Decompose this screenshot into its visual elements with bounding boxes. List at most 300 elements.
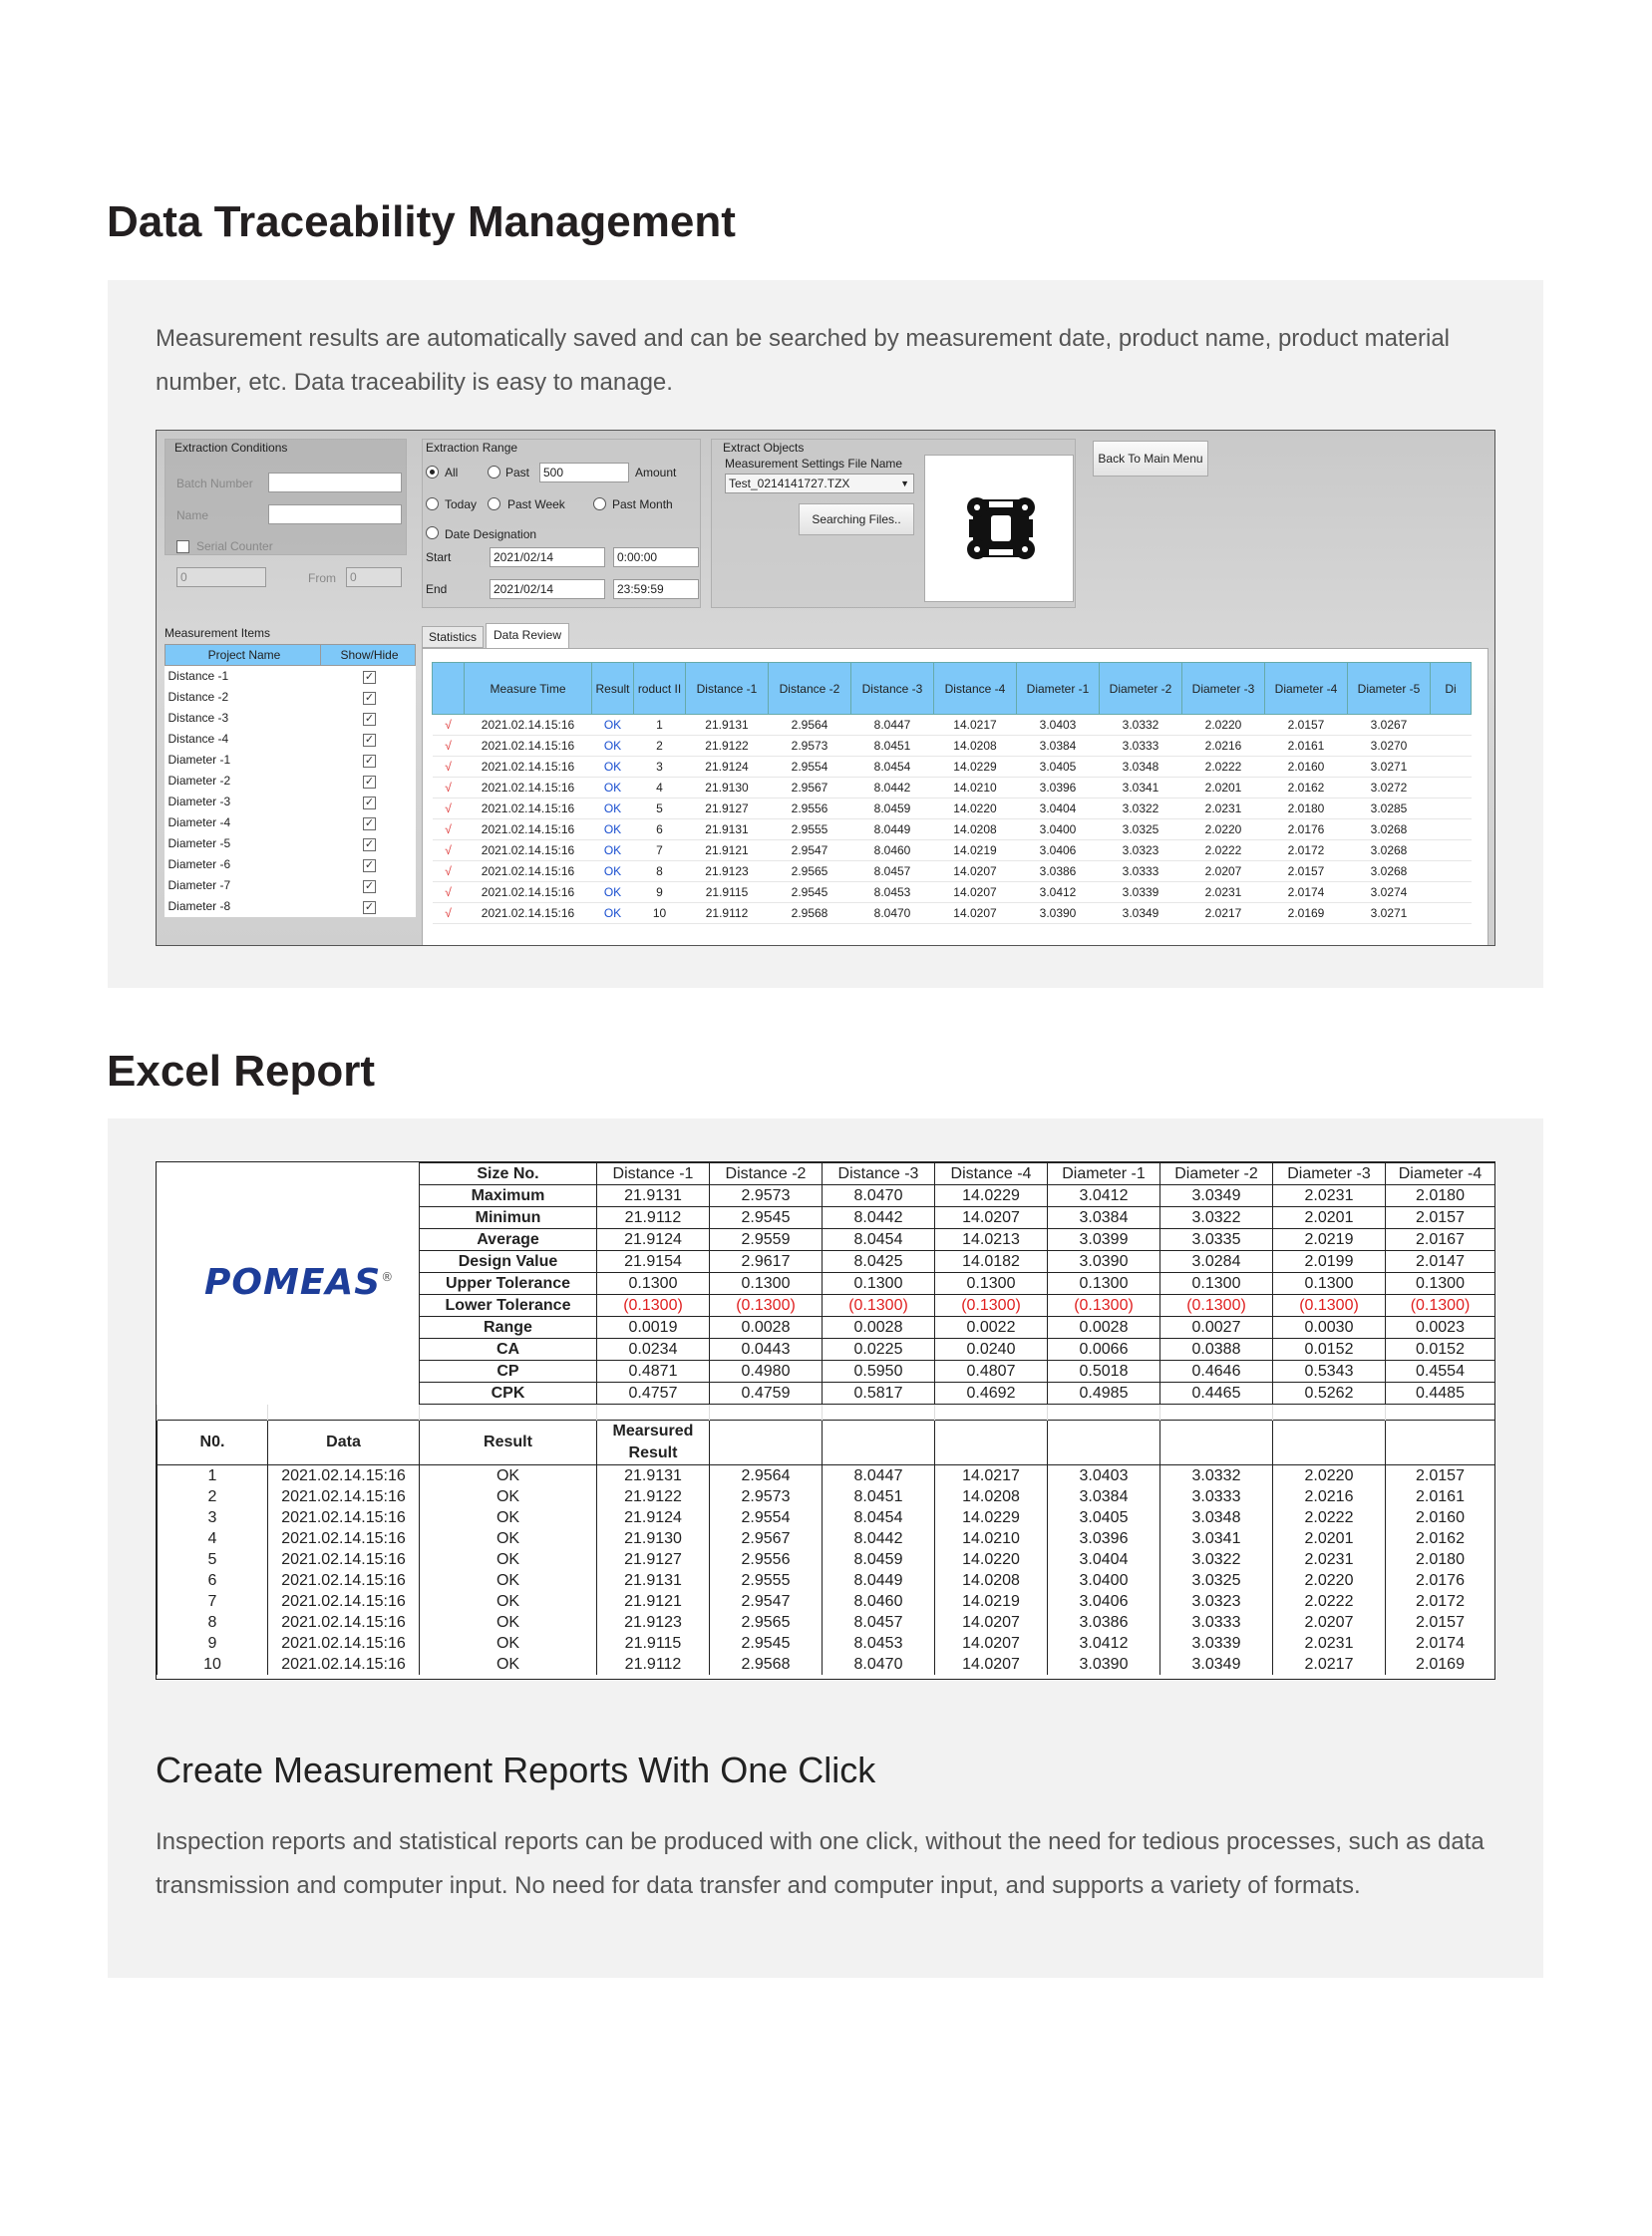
item-show-cell — [321, 666, 416, 687]
grid-cell-empty — [1431, 736, 1472, 757]
excel-stat-cell: Lower Tolerance — [420, 1295, 597, 1317]
excel-stat-cell: (0.1300) — [823, 1295, 935, 1317]
excel-data-cell: 8.0460 — [823, 1591, 935, 1612]
excel-stat-cell: 3.0349 — [1160, 1185, 1273, 1207]
excel-data-cell: 2 — [158, 1486, 268, 1507]
grid-cell: 2021.02.14.15:16 — [465, 799, 592, 819]
items-row — [165, 875, 416, 896]
excel-data-header-row — [158, 1421, 1495, 1465]
excel-empty-cell — [710, 1421, 823, 1465]
excel-stat-cell: (0.1300) — [1160, 1295, 1273, 1317]
extract-objects-title: Extract Objects — [723, 441, 805, 455]
item-show-checkbox[interactable]: ✓ — [364, 670, 375, 683]
excel-data-cell: 2.9567 — [710, 1528, 823, 1549]
grid-cell: 3.0274 — [1348, 882, 1431, 903]
grid-cell: 3.0325 — [1100, 819, 1182, 840]
excel-stat-cell: 0.4465 — [1160, 1383, 1273, 1405]
grid-cell-empty — [1431, 715, 1472, 736]
excel-data-cell: 3.0412 — [1048, 1633, 1160, 1654]
excel-data-cell: 2.0180 — [1386, 1549, 1495, 1570]
extraction-conditions-group — [165, 439, 407, 555]
excel-empty-cell — [710, 1405, 823, 1421]
grid-cell: 8.0447 — [851, 715, 934, 736]
grid-cell: 2.9547 — [769, 840, 851, 861]
start-label: Start — [426, 550, 452, 564]
grid-cell: 2021.02.14.15:16 — [465, 778, 592, 799]
grid-cell: OK — [592, 840, 634, 861]
start-time-input[interactable]: 0:00:00 — [613, 547, 699, 567]
excel-empty-cell — [158, 1405, 268, 1421]
excel-stat-cell: 14.0207 — [935, 1207, 1048, 1229]
excel-data-cell: 2021.02.14.15:16 — [268, 1465, 420, 1486]
grid-cell: √ — [433, 736, 465, 757]
name-input[interactable] — [268, 504, 402, 524]
serial-counter-label: Serial Counter — [196, 539, 273, 553]
grid-cell: OK — [592, 882, 634, 903]
excel-stat-cell: 3.0384 — [1048, 1207, 1160, 1229]
grid-row — [433, 819, 1472, 840]
grid-cell: 14.0207 — [934, 882, 1017, 903]
excel-data-cell: OK — [420, 1486, 597, 1507]
excel-stat-cell: 2.0147 — [1386, 1251, 1495, 1273]
grid-cell-empty — [1431, 757, 1472, 778]
part-shape-icon — [925, 456, 1075, 603]
back-to-main-menu-button[interactable]: Back To Main Menu — [1093, 441, 1208, 477]
excel-logo-cell — [268, 1273, 420, 1295]
item-show-cell — [321, 729, 416, 750]
excel-stat-cell: 21.9124 — [597, 1229, 710, 1251]
item-show-checkbox[interactable]: ✓ — [364, 796, 375, 808]
excel-data-cell: 14.0210 — [935, 1528, 1048, 1549]
grid-cell: 2.0162 — [1265, 778, 1348, 799]
excel-stat-cell: 0.0027 — [1160, 1317, 1273, 1339]
excel-data-cell: OK — [420, 1570, 597, 1591]
part-preview — [924, 455, 1074, 602]
excel-stat-cell: 3.0390 — [1048, 1251, 1160, 1273]
excel-data-cell: 14.0208 — [935, 1570, 1048, 1591]
grid-cell: 2.0180 — [1265, 799, 1348, 819]
excel-data-cell: 2.0222 — [1273, 1507, 1386, 1528]
excel-stat-cell: 0.0030 — [1273, 1317, 1386, 1339]
item-name: Distance -1 — [167, 669, 229, 684]
excel-data-cell: 3.0323 — [1160, 1591, 1273, 1612]
excel-data-header: Data — [268, 1421, 420, 1465]
excel-data-cell: 2.9554 — [710, 1507, 823, 1528]
excel-stat-cell: 0.4692 — [935, 1383, 1048, 1405]
grid-cell: 3.0268 — [1348, 819, 1431, 840]
grid-cell: 2.0231 — [1182, 882, 1265, 903]
excel-data-row — [158, 1654, 1495, 1675]
grid-cell: 2.9573 — [769, 736, 851, 757]
serial-counter-checkbox[interactable] — [176, 540, 189, 553]
excel-stat-cell: 2.0219 — [1273, 1229, 1386, 1251]
excel-stats-row — [158, 1361, 1495, 1383]
excel-stat-cell: 2.0199 — [1273, 1251, 1386, 1273]
excel-logo-cell — [268, 1251, 420, 1273]
excel-data-row — [158, 1549, 1495, 1570]
excel-stat-cell: 2.9573 — [710, 1185, 823, 1207]
section-heading-excel: Excel Report — [107, 1047, 375, 1096]
excel-data-cell: 3.0333 — [1160, 1486, 1273, 1507]
grid-cell: 2.0174 — [1265, 882, 1348, 903]
excel-data-cell: 8.0449 — [823, 1570, 935, 1591]
excel-stat-cell: Range — [420, 1317, 597, 1339]
excel-data-cell: 2.9565 — [710, 1612, 823, 1633]
excel-data-cell: 2.0176 — [1386, 1570, 1495, 1591]
grid-header-cell: Di — [1431, 663, 1472, 715]
excel-data-cell: 2.0162 — [1386, 1528, 1495, 1549]
excel-data-cell: 2.0157 — [1386, 1465, 1495, 1486]
radio-past[interactable] — [488, 466, 500, 479]
excel-data-header: Mearsured Result — [597, 1421, 710, 1465]
grid-cell: 10 — [634, 903, 686, 924]
excel-empty-cell — [420, 1405, 597, 1421]
grid-header-cell: Result — [592, 663, 634, 715]
excel-data-cell: 2021.02.14.15:16 — [268, 1591, 420, 1612]
excel-stat-cell: 0.5817 — [823, 1383, 935, 1405]
excel-data-cell: OK — [420, 1549, 597, 1570]
excel-logo-cell — [268, 1383, 420, 1405]
excel-logo-cell — [158, 1383, 268, 1405]
excel-stat-cell: 0.0225 — [823, 1339, 935, 1361]
past-amount-input[interactable]: 500 — [539, 463, 629, 482]
item-show-checkbox[interactable]: ✓ — [364, 858, 375, 871]
excel-stat-cell: 8.0470 — [823, 1185, 935, 1207]
end-date-input[interactable]: 2021/02/14 — [490, 579, 605, 599]
excel-data-cell: 14.0207 — [935, 1612, 1048, 1633]
excel-data-cell: 14.0220 — [935, 1549, 1048, 1570]
traceability-description: Measurement results are automatically saved and can be searched by measurement date, product name, product material number, etc. Data traceability is easy to manage. — [156, 325, 1451, 396]
excel-empty-cell — [1048, 1405, 1160, 1421]
excel-stat-cell: (0.1300) — [1048, 1295, 1160, 1317]
item-show-cell — [321, 750, 416, 771]
grid-cell: 2.0172 — [1265, 840, 1348, 861]
grid-cell: 2.9568 — [769, 903, 851, 924]
excel-stat-cell: 0.1300 — [1160, 1273, 1273, 1295]
excel-stat-cell: 0.0152 — [1273, 1339, 1386, 1361]
excel-stat-cell: 0.4554 — [1386, 1361, 1495, 1383]
item-show-cell — [321, 792, 416, 812]
item-show-checkbox[interactable]: ✓ — [364, 754, 375, 767]
grid-cell: 14.0208 — [934, 736, 1017, 757]
excel-data-cell: 8.0459 — [823, 1549, 935, 1570]
excel-logo-cell — [158, 1185, 268, 1207]
radio-date-designation[interactable] — [426, 526, 439, 539]
item-show-checkbox[interactable]: ✓ — [364, 837, 375, 850]
grid-cell: 2021.02.14.15:16 — [465, 715, 592, 736]
excel-data-cell: 21.9130 — [597, 1528, 710, 1549]
grid-cell: √ — [433, 819, 465, 840]
grid-cell: 2021.02.14.15:16 — [465, 736, 592, 757]
excel-stats-row — [158, 1251, 1495, 1273]
grid-cell: 3.0403 — [1017, 715, 1100, 736]
grid-header-cell: Diameter -3 — [1182, 663, 1265, 715]
grid-cell: 8.0454 — [851, 757, 934, 778]
excel-data-cell: 3.0332 — [1160, 1465, 1273, 1486]
excel-data-cell: 2.0231 — [1273, 1633, 1386, 1654]
excel-stat-cell: CPK — [420, 1383, 597, 1405]
excel-data-cell: 2021.02.14.15:16 — [268, 1528, 420, 1549]
grid-cell: 14.0207 — [934, 903, 1017, 924]
excel-data-cell: 2021.02.14.15:16 — [268, 1486, 420, 1507]
excel-stat-cell: 3.0335 — [1160, 1229, 1273, 1251]
excel-data-cell: 2021.02.14.15:16 — [268, 1612, 420, 1633]
grid-cell: 2.9556 — [769, 799, 851, 819]
grid-row — [433, 715, 1472, 736]
excel-data-cell: 3.0390 — [1048, 1654, 1160, 1675]
item-show-cell — [321, 896, 416, 917]
grid-cell: 3.0405 — [1017, 757, 1100, 778]
grid-cell: 14.0229 — [934, 757, 1017, 778]
end-label: End — [426, 582, 448, 596]
grid-cell: √ — [433, 861, 465, 882]
searching-files-button[interactable]: Searching Files.. — [799, 503, 914, 535]
excel-stat-cell: Upper Tolerance — [420, 1273, 597, 1295]
excel-empty-cell — [1386, 1421, 1495, 1465]
serial-counter-input[interactable]: 0 — [176, 567, 266, 587]
grid-cell: 3.0323 — [1100, 840, 1182, 861]
excel-stat-cell: 0.1300 — [1273, 1273, 1386, 1295]
item-show-checkbox[interactable]: ✓ — [364, 900, 375, 913]
item-show-checkbox[interactable]: ✓ — [364, 712, 375, 725]
item-show-checkbox[interactable]: ✓ — [364, 879, 375, 892]
start-date-input[interactable]: 2021/02/14 — [490, 547, 605, 567]
logo-registered-mark: ® — [381, 1270, 395, 1284]
excel-stat-cell: 0.4485 — [1386, 1383, 1495, 1405]
tab-statistics[interactable]: Statistics — [422, 626, 484, 648]
excel-data-row — [158, 1486, 1495, 1507]
excel-data-header: N0. — [158, 1421, 268, 1465]
end-time-input[interactable]: 23:59:59 — [613, 579, 699, 599]
excel-stat-cell: 0.4985 — [1048, 1383, 1160, 1405]
excel-stat-cell: 0.0028 — [1048, 1317, 1160, 1339]
radio-today[interactable] — [426, 497, 439, 510]
data-review-grid — [432, 662, 1472, 924]
radio-past-week[interactable] — [488, 497, 500, 510]
excel-data-cell: 3.0348 — [1160, 1507, 1273, 1528]
grid-cell: OK — [592, 736, 634, 757]
grid-cell: 14.0217 — [934, 715, 1017, 736]
excel-stat-cell: 14.0229 — [935, 1185, 1048, 1207]
excel-stat-cell: 0.4871 — [597, 1361, 710, 1383]
grid-cell: 8.0459 — [851, 799, 934, 819]
excel-empty-cell — [935, 1421, 1048, 1465]
item-name: Diameter -7 — [167, 878, 231, 892]
excel-data-cell: 3.0404 — [1048, 1549, 1160, 1570]
excel-data-cell: 8.0442 — [823, 1528, 935, 1549]
grid-header-cell: Distance -4 — [934, 663, 1017, 715]
grid-cell: 8.0457 — [851, 861, 934, 882]
items-row — [165, 771, 416, 792]
excel-logo-cell — [268, 1163, 420, 1185]
measurement-items-table — [165, 644, 416, 917]
excel-data-cell: 2.0220 — [1273, 1465, 1386, 1486]
batch-number-input[interactable] — [268, 473, 402, 492]
items-row — [165, 729, 416, 750]
excel-data-cell: 6 — [158, 1570, 268, 1591]
settings-file-select[interactable] — [725, 474, 914, 493]
excel-logo-cell — [158, 1163, 268, 1185]
excel-data-cell: 2.0216 — [1273, 1486, 1386, 1507]
radio-all-label: All — [445, 466, 459, 479]
grid-cell: √ — [433, 757, 465, 778]
excel-empty-cell — [823, 1405, 935, 1421]
grid-cell: 21.9115 — [686, 882, 769, 903]
items-row — [165, 812, 416, 833]
grid-cell: 2.9545 — [769, 882, 851, 903]
grid-cell: 2021.02.14.15:16 — [465, 757, 592, 778]
excel-empty-cell — [1386, 1405, 1495, 1421]
grid-cell: 3.0285 — [1348, 799, 1431, 819]
grid-cell: 14.0207 — [934, 861, 1017, 882]
items-row — [165, 666, 416, 687]
excel-data-cell: 3.0325 — [1160, 1570, 1273, 1591]
excel-stat-cell: Minimun — [420, 1207, 597, 1229]
grid-cell: 21.9130 — [686, 778, 769, 799]
batch-number-label: Batch Number — [176, 477, 253, 490]
excel-stat-cell: 0.5018 — [1048, 1361, 1160, 1383]
excel-empty-cell — [1273, 1421, 1386, 1465]
grid-row — [433, 799, 1472, 819]
grid-cell: 3.0412 — [1017, 882, 1100, 903]
item-show-checkbox[interactable]: ✓ — [364, 775, 375, 788]
excel-stat-cell: 2.0231 — [1273, 1185, 1386, 1207]
item-name: Diameter -4 — [167, 815, 231, 829]
grid-cell: 3.0396 — [1017, 778, 1100, 799]
excel-data-cell: OK — [420, 1528, 597, 1549]
grid-cell: 2.9564 — [769, 715, 851, 736]
grid-cell: √ — [433, 715, 465, 736]
item-name: Diameter -2 — [167, 774, 231, 788]
item-show-cell — [321, 708, 416, 729]
excel-stat-cell: 0.1300 — [1048, 1273, 1160, 1295]
grid-cell: 7 — [634, 840, 686, 861]
excel-data-cell: 2.0160 — [1386, 1507, 1495, 1528]
grid-row — [433, 903, 1472, 924]
excel-empty-cell — [1048, 1421, 1160, 1465]
excel-stat-cell: CP — [420, 1361, 597, 1383]
excel-stat-cell: (0.1300) — [935, 1295, 1048, 1317]
grid-row — [433, 882, 1472, 903]
excel-stat-header: Distance -4 — [935, 1163, 1048, 1185]
excel-data-cell: 3.0406 — [1048, 1591, 1160, 1612]
excel-stat-cell: 0.0152 — [1386, 1339, 1495, 1361]
excel-data-cell: 2021.02.14.15:16 — [268, 1654, 420, 1675]
radio-past-month[interactable] — [593, 497, 606, 510]
grid-cell: OK — [592, 799, 634, 819]
tab-data-review[interactable]: Data Review — [486, 623, 569, 648]
grid-cell: 3.0386 — [1017, 861, 1100, 882]
excel-data-cell: 8.0447 — [823, 1465, 935, 1486]
item-name: Diameter -1 — [167, 753, 231, 767]
item-show-checkbox[interactable]: ✓ — [364, 816, 375, 829]
excel-stat-cell: 14.0182 — [935, 1251, 1048, 1273]
items-row — [165, 896, 416, 917]
item-show-checkbox[interactable]: ✓ — [364, 691, 375, 704]
excel-data-cell: 14.0217 — [935, 1465, 1048, 1486]
excel-data-cell: 8 — [158, 1612, 268, 1633]
software-screenshot — [156, 430, 1495, 946]
radio-all[interactable] — [426, 466, 439, 479]
radio-past-month-label: Past Month — [612, 497, 673, 511]
excel-stat-cell: (0.1300) — [1386, 1295, 1495, 1317]
name-label: Name — [176, 508, 209, 522]
grid-cell: 8 — [634, 861, 686, 882]
grid-cell: 1 — [634, 715, 686, 736]
excel-data-cell: 5 — [158, 1549, 268, 1570]
grid-cell-empty — [1431, 903, 1472, 924]
grid-cell: 14.0220 — [934, 799, 1017, 819]
excel-data-cell: 3.0339 — [1160, 1633, 1273, 1654]
grid-cell: 21.9123 — [686, 861, 769, 882]
from-input[interactable]: 0 — [346, 567, 402, 587]
grid-cell: 2.9554 — [769, 757, 851, 778]
grid-row — [433, 861, 1472, 882]
excel-stat-header: Diameter -2 — [1160, 1163, 1273, 1185]
excel-stat-cell: 0.5950 — [823, 1361, 935, 1383]
grid-cell: 2021.02.14.15:16 — [465, 840, 592, 861]
excel-data-cell: 3.0386 — [1048, 1612, 1160, 1633]
grid-cell: √ — [433, 882, 465, 903]
excel-stat-cell: 2.0157 — [1386, 1207, 1495, 1229]
excel-stat-cell: 2.9617 — [710, 1251, 823, 1273]
grid-cell: 2.0157 — [1265, 715, 1348, 736]
item-name: Diameter -8 — [167, 899, 231, 913]
item-name: Diameter -5 — [167, 836, 231, 850]
excel-description: Inspection reports and statistical reports can be produced with one click, without the need for tedious processes, such as data transmission and computer input. No need for data transfer and computer input, and supports a variety of formats. — [156, 1828, 1485, 1899]
item-show-checkbox[interactable]: ✓ — [364, 733, 375, 746]
excel-stat-cell: 0.1300 — [710, 1273, 823, 1295]
grid-cell: 2021.02.14.15:16 — [465, 819, 592, 840]
excel-stat-cell: 0.4757 — [597, 1383, 710, 1405]
excel-stat-cell: 0.0066 — [1048, 1339, 1160, 1361]
excel-report — [156, 1161, 1495, 1680]
grid-cell: 2.0231 — [1182, 799, 1265, 819]
excel-stat-cell: 0.0019 — [597, 1317, 710, 1339]
grid-cell: 3.0404 — [1017, 799, 1100, 819]
excel-stat-cell: Average — [420, 1229, 597, 1251]
item-name: Distance -4 — [167, 732, 229, 746]
excel-logo-cell — [268, 1229, 420, 1251]
excel-data-cell: 21.9131 — [597, 1570, 710, 1591]
item-name: Distance -2 — [167, 690, 229, 704]
extraction-conditions-title: Extraction Conditions — [174, 441, 288, 455]
grid-cell: 2.9565 — [769, 861, 851, 882]
excel-stat-cell: 0.5343 — [1273, 1361, 1386, 1383]
grid-cell: 21.9127 — [686, 799, 769, 819]
excel-stat-header: Distance -3 — [823, 1163, 935, 1185]
grid-cell: 2.0161 — [1265, 736, 1348, 757]
excel-data-cell: 14.0208 — [935, 1486, 1048, 1507]
excel-stat-cell: 0.1300 — [1386, 1273, 1495, 1295]
excel-data-cell: 21.9121 — [597, 1591, 710, 1612]
measurement-items-title: Measurement Items — [165, 626, 271, 640]
item-show-cell — [321, 687, 416, 708]
grid-cell: 3.0270 — [1348, 736, 1431, 757]
excel-stat-cell: 0.4980 — [710, 1361, 823, 1383]
excel-stat-cell: CA — [420, 1339, 597, 1361]
amount-label: Amount — [635, 466, 677, 479]
grid-cell-empty — [1431, 778, 1472, 799]
excel-data-cell: 21.9122 — [597, 1486, 710, 1507]
grid-cell: 21.9124 — [686, 757, 769, 778]
grid-cell: 2.0207 — [1182, 861, 1265, 882]
section-heading-traceability: Data Traceability Management — [107, 197, 736, 246]
excel-data-cell: 2.9556 — [710, 1549, 823, 1570]
excel-data-cell: 2.9547 — [710, 1591, 823, 1612]
excel-data-cell: 3.0400 — [1048, 1570, 1160, 1591]
grid-cell: 3.0384 — [1017, 736, 1100, 757]
